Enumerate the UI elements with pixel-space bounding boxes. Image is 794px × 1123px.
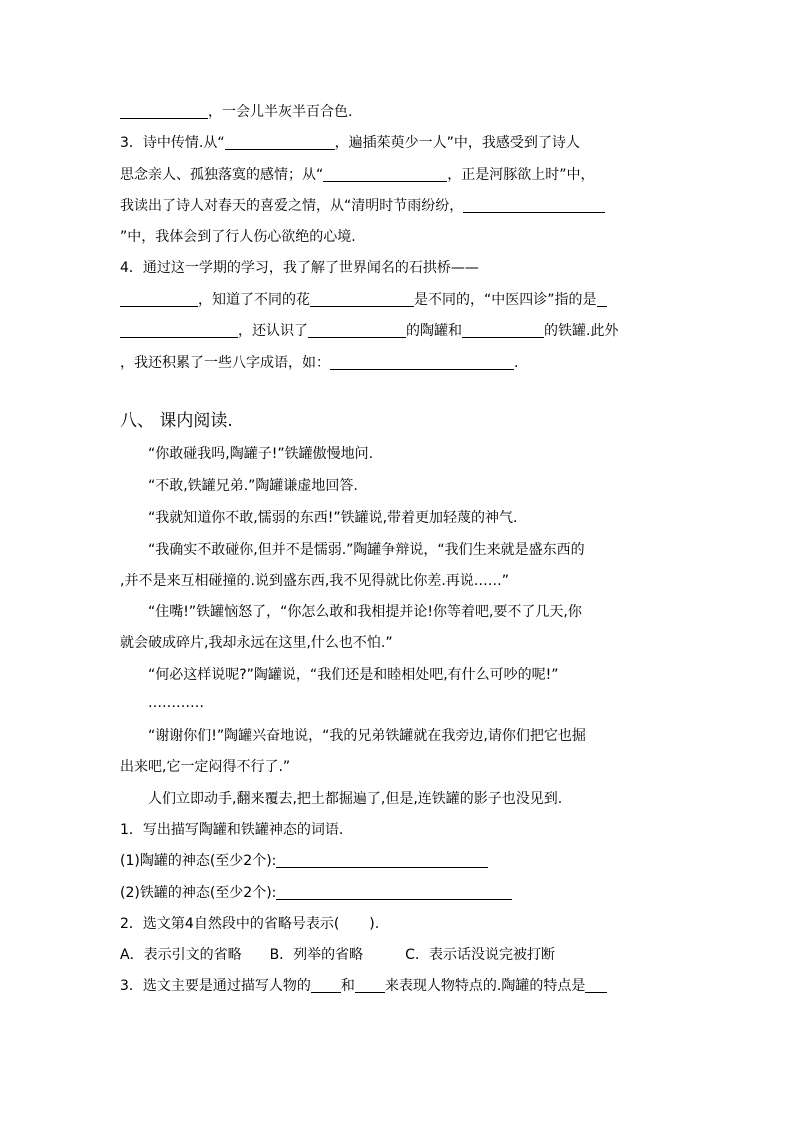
line-top-continuation	[120, 101, 352, 123]
text-segment: .	[514, 355, 519, 371]
text-segment: ，遍插茱萸少一人”中，我感受到了诗人	[334, 135, 580, 151]
blank-field[interactable]	[463, 196, 605, 213]
blank-field[interactable]	[308, 321, 406, 338]
blank-field[interactable]	[462, 321, 544, 338]
q3-line-1	[120, 132, 580, 154]
text-segment: (2)铁罐的神态(至少2个):	[120, 885, 277, 901]
section-heading: 八、 课内阅读.	[120, 411, 233, 431]
text-segment: ，一会儿半灰半百合色.	[208, 104, 353, 120]
text-segment: ，正是河豚欲上时”中，	[447, 167, 595, 183]
passage-paragraph: “你敢碰我吗,陶罐子!”铁罐傲慢地问.	[148, 446, 374, 462]
answer-blank[interactable]	[311, 976, 341, 993]
passage-paragraph: “我就知道你不敢,懦弱的东西!”铁罐说,带着更加轻蔑的神气.	[148, 510, 518, 526]
blank-field[interactable]	[597, 290, 607, 307]
text-segment: ，我还积累了一些八字成语，如：	[120, 355, 330, 371]
passage-paragraph: “住嘴!”铁罐恼怒了，“你怎么敢和我相提并论!你等着吧,要不了几天,你	[148, 604, 582, 620]
blank-field[interactable]	[120, 102, 208, 119]
passage-paragraph-cont: 就会破成碎片,我却永远在这里,什么也不怕.”	[120, 635, 393, 651]
answer-blank[interactable]	[276, 883, 512, 900]
text-segment: (1)陶罐的神态(至少2个):	[120, 853, 277, 869]
text-segment: 思念亲人、孤独落寞的感情；从“	[120, 167, 324, 183]
q3-line-2	[120, 164, 595, 186]
q3-line-3	[120, 195, 605, 217]
text-segment: ，知道了不同的花	[198, 292, 310, 308]
text-segment: 我读出了诗人对春天的喜爱之情，从“清明时节雨纷纷，	[120, 198, 464, 214]
text-segment: 的陶罐和	[406, 323, 462, 339]
question-1a	[120, 850, 488, 872]
text-segment: 2．选文第4自然段中的省略号表示(	[120, 916, 340, 932]
text-segment: 来表现人物特点的.陶罐的特点是	[384, 978, 586, 994]
text-segment: 3．诗中传情.从“	[120, 135, 225, 151]
blank-field[interactable]	[310, 290, 414, 307]
text-segment: ”中，我体会到了行人伤心欲绝的心境.	[120, 229, 356, 245]
passage-paragraph: “何必这样说呢?”陶罐说，“我们还是和睦相处吧,有什么可吵的呢!”	[148, 667, 559, 683]
blank-field[interactable]	[225, 133, 335, 150]
question-2	[120, 913, 379, 935]
q4-line-4	[120, 352, 518, 374]
text-segment: 的铁罐.此外	[544, 323, 619, 339]
blank-field[interactable]	[330, 353, 514, 370]
answer-blank[interactable]	[355, 976, 385, 993]
text-segment: 3．选文主要是通过描写人物的	[120, 978, 311, 994]
passage-paragraph: “谢谢你们!”陶罐兴奋地说，“我的兄弟铁罐就在我旁边,请你们把它也掘	[148, 728, 586, 744]
text-segment: 是不同的，“中医四诊”指的是	[414, 292, 597, 308]
answer-blank[interactable]	[276, 851, 488, 868]
passage-paragraph-cont: 出来吧,它一定闷得不行了.”	[120, 759, 291, 775]
text-segment: 4．通过这一学期的学习，我了解了世界闻名的石拱桥——	[120, 260, 479, 276]
blank-field[interactable]	[323, 165, 447, 182]
text-segment: ).	[369, 916, 380, 932]
answer-blank[interactable]	[585, 976, 607, 993]
question-2-options: A．表示引文的省略 B．列举的省略 C．表示话没说完被打断	[120, 947, 555, 963]
question-1: 1．写出描写陶罐和铁罐神态的词语.	[120, 822, 344, 838]
passage-paragraph-cont: ,并不是来互相碰撞的.说到盛东西,我不见得就比你差.再说……”	[120, 573, 510, 589]
passage-paragraph: “不敢,铁罐兄弟.”陶罐谦虚地回答.	[148, 478, 358, 494]
q3-line-4	[120, 226, 356, 248]
passage-ellipsis: …………	[148, 695, 204, 711]
blank-field[interactable]	[120, 321, 238, 338]
passage-paragraph: 人们立即动手,翻来覆去,把土都掘遍了,但是,连铁罐的影子也没见到.	[148, 791, 563, 807]
question-3	[120, 975, 607, 997]
text-segment: ，还认识了	[238, 323, 308, 339]
passage-paragraph: “我确实不敢碰你,但并不是懦弱.”陶罐争辩说，“我们生来就是盛东西的	[148, 542, 585, 558]
q4-line-1	[120, 257, 479, 279]
blank-field[interactable]	[120, 290, 198, 307]
question-1b	[120, 882, 512, 904]
q4-line-3	[120, 320, 618, 342]
text-segment: 和	[340, 978, 355, 994]
q4-line-2	[120, 289, 607, 311]
